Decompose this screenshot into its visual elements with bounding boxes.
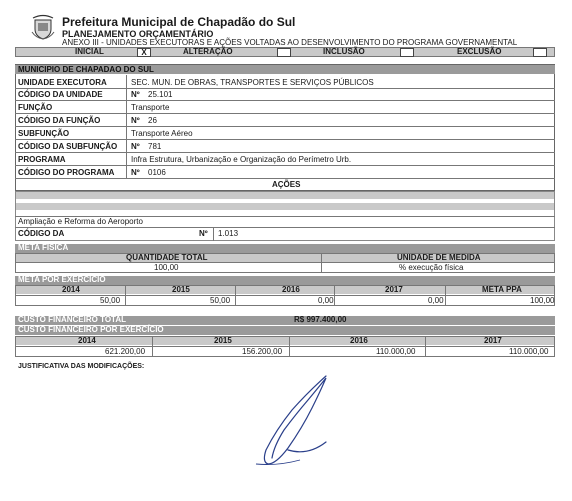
custo-exercicio-title: CUSTO FINANCEIRO POR EXERCÍCIO bbox=[18, 325, 164, 334]
meta-exercicio-col-2015: 2015 bbox=[172, 285, 190, 294]
option-exclusao-checkbox[interactable] bbox=[533, 48, 547, 57]
unidade-value: SEC. MUN. DE OBRAS, TRANSPORTES E SERVIÇOS PÚBLICOS bbox=[131, 78, 374, 87]
cod-programa-n: Nº bbox=[131, 168, 140, 177]
meta-fisica-qtd-value: 100,00 bbox=[154, 263, 179, 272]
meta-exercicio-col-2017: 2017 bbox=[385, 285, 403, 294]
cod-funcao-n: Nº bbox=[131, 116, 140, 125]
cod-subfuncao-n: Nº bbox=[131, 142, 140, 151]
custo-exercicio-col-2014: 2014 bbox=[78, 336, 96, 345]
acoes-gray-band-1 bbox=[16, 192, 554, 199]
custo-exercicio-val-2017: 110.000,00 bbox=[509, 347, 549, 356]
option-inclusao-label: INCLUSÃO bbox=[323, 47, 365, 56]
funcao-value: Transporte bbox=[131, 103, 170, 112]
cod-unidade-value: 25.101 bbox=[148, 90, 173, 99]
custo-total-label: CUSTO FINANCEIRO TOTAL bbox=[18, 315, 126, 324]
acoes-gray-band-2 bbox=[16, 203, 554, 210]
cod-funcao-value: 26 bbox=[148, 116, 157, 125]
meta-exercicio-val-2015: 50,00 bbox=[210, 296, 231, 305]
option-exclusao-label: EXCLUSÃO bbox=[457, 47, 502, 56]
programa-value: Infra Estrutura, Urbanização e Organização do Perímetro Urb. bbox=[131, 155, 352, 164]
municipio-label: MUNICIPIO DE CHAPADAO DO SUL bbox=[18, 65, 154, 74]
custo-exercicio-val-2016: 110.000,00 bbox=[376, 347, 416, 356]
cod-unidade-label: CÓDIGO DA UNIDADE bbox=[18, 90, 103, 99]
meta-exercicio-val-ppa: 100,00 bbox=[530, 296, 555, 305]
custo-exercicio-val-2015: 156.200,00 bbox=[242, 347, 283, 356]
funcao-label: FUNÇÃO bbox=[18, 103, 53, 112]
meta-exercicio-col-2014: 2014 bbox=[62, 285, 80, 294]
page-title: Prefeitura Municipal de Chapadão do Sul bbox=[62, 15, 296, 29]
meta-exercicio-val-2014: 50,00 bbox=[100, 296, 121, 305]
meta-fisica-title: META FÍSICA bbox=[18, 243, 69, 252]
meta-exercicio-val-2016: 0,00 bbox=[318, 296, 334, 305]
option-inclusao-checkbox[interactable] bbox=[400, 48, 414, 57]
acoes-codigo-n: Nº bbox=[199, 229, 208, 238]
meta-fisica-qtd-label: QUANTIDADE TOTAL bbox=[126, 253, 208, 262]
meta-fisica-bar bbox=[15, 244, 555, 253]
option-inicial-checkbox[interactable]: X bbox=[137, 48, 151, 57]
meta-exercicio-col-2016: 2016 bbox=[282, 285, 300, 294]
meta-fisica-unidade-label: UNIDADE DE MEDIDA bbox=[397, 253, 481, 262]
meta-exercicio-col-ppa: META PPA bbox=[482, 285, 522, 294]
signature bbox=[248, 370, 338, 470]
cod-programa-label: CÓDIGO DO PROGRAMA bbox=[18, 168, 115, 177]
unidade-label: UNIDADE EXECUTORA bbox=[18, 78, 107, 87]
subfuncao-value: Transporte Aéreo bbox=[131, 129, 193, 138]
programa-label: PROGRAMA bbox=[18, 155, 66, 164]
cod-programa-value: 0106 bbox=[148, 168, 166, 177]
cod-subfuncao-value: 781 bbox=[148, 142, 162, 151]
cod-unidade-n: Nº bbox=[131, 90, 140, 99]
meta-exercicio-val-2017: 0,00 bbox=[428, 296, 444, 305]
page-subtitle: PLANEJAMENTO ORÇAMENTÁRIO bbox=[62, 29, 214, 39]
custo-exercicio-col-2016: 2016 bbox=[350, 336, 368, 345]
meta-exercicio-title: META POR EXERCÍCIO bbox=[18, 275, 106, 284]
custo-exercicio-header-bg bbox=[16, 337, 554, 345]
custo-exercicio-col-2015: 2015 bbox=[214, 336, 232, 345]
option-inicial-label: INICIAL bbox=[75, 47, 104, 56]
annex-title: ANEXO III - UNIDADES EXECUTORAS E AÇÕES VOLTADAS AO DESENVOLVIMENTO DO PROGRAMA GOVERNAMENTAL bbox=[62, 38, 518, 47]
option-alteracao-checkbox[interactable] bbox=[277, 48, 291, 57]
acoes-title: AÇÕES bbox=[272, 180, 301, 189]
coat-of-arms-logo bbox=[30, 14, 56, 40]
custo-total-value: R$ 997.400,00 bbox=[294, 315, 347, 324]
option-alteracao-label: ALTERAÇÃO bbox=[183, 47, 233, 56]
cod-subfuncao-label: CÓDIGO DA SUBFUNÇÃO bbox=[18, 142, 118, 151]
acoes-description: Ampliação e Reforma do Aeroporto bbox=[18, 217, 143, 226]
subfuncao-label: SUBFUNÇÃO bbox=[18, 129, 70, 138]
acoes-codigo-value: 1.013 bbox=[218, 229, 239, 238]
justificativa-label: JUSTIFICATIVA DAS MODIFICAÇÕES: bbox=[18, 363, 145, 370]
custo-exercicio-col-2017: 2017 bbox=[484, 336, 502, 345]
acoes-codigo-label: CÓDIGO DA bbox=[18, 229, 65, 238]
custo-exercicio-val-2014: 621.200,00 bbox=[105, 347, 146, 356]
meta-fisica-unidade-value: % execução física bbox=[399, 263, 464, 272]
cod-funcao-label: CÓDIGO DA FUNÇÃO bbox=[18, 116, 101, 125]
